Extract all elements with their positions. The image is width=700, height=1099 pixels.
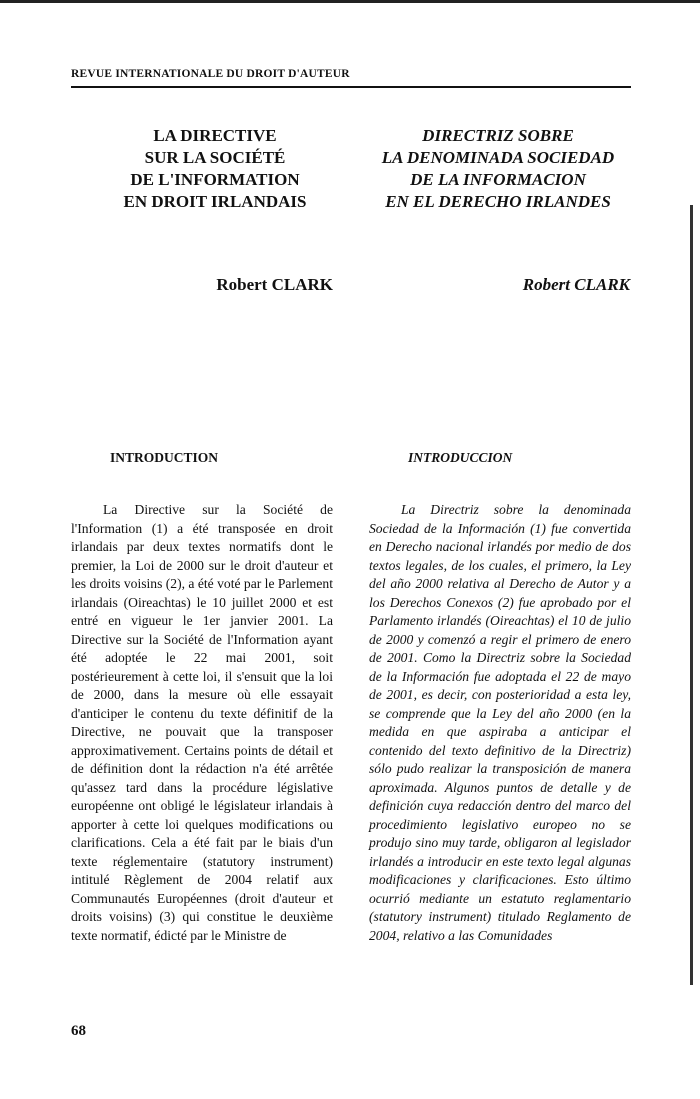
running-head: REVUE INTERNATIONALE DU DROIT D'AUTEUR — [71, 68, 350, 80]
french-title-line: EN DROIT IRLANDAIS — [123, 192, 307, 211]
spanish-title — [363, 125, 633, 213]
spanish-column — [369, 501, 631, 945]
spanish-body-paragraph: La Directriz sobre la denominada Sociedad de la Información (1) fue convertida en Derecho nacional irlandés por medio de dos textos legales, de los cuales, el primero, la Ley del año 2000 relativa al Derecho de Autor y a los Derechos Conexos (2) fue aprobado por el Parlamento irlandés (Oireachtas) el 10 de julio de 2000 y comenzó a regir el primero de enero de 2001. Como la Directriz sobre la Sociedad de la Información fue adoptada el 22 de mayo de 2001, es decir, con posterioridad a esta ley, se comprende que la Ley del año 2000 (en la medida en que aspiraba a anticipar el contenido del texto definitivo de la Directriz) sólo pudo realizar la transposición de manera aproximada. Algunos puntos de detalle y de definición cuya redacción dentro del marco del procedimiento legislativo europeo no se produjo sino muy tarde, obligaron al legislador irlandés a introducir en este texto legal algunas modificaciones y clarificaciones. Esto último ocurrió mediante un estatuto reglamentario (statutory instrument) titulado Reglamento de 2004, relativo a las Comunidades — [369, 502, 631, 943]
spanish-title-line: DIRECTRIZ SOBRE — [422, 126, 574, 145]
french-column — [71, 501, 333, 945]
spanish-section-heading: INTRODUCCION — [408, 450, 513, 465]
french-section-heading: INTRODUCTION — [110, 450, 219, 465]
french-title-line: DE L'INFORMATION — [130, 170, 300, 189]
scan-edge-right — [690, 205, 693, 985]
french-title-line: LA DIRECTIVE — [153, 126, 277, 145]
french-title-line: SUR LA SOCIÉTÉ — [144, 148, 286, 167]
spanish-title-line: EN EL DERECHO IRLANDES — [385, 192, 611, 211]
french-author: Robert CLARK — [216, 275, 333, 294]
spanish-author: Robert CLARK — [522, 275, 630, 294]
scan-edge-top — [0, 0, 700, 3]
french-body-paragraph: La Directive sur la Société de l'Information (1) a été transposée en droit irlandais par deux textes normatifs dont le premier, la Loi de 2000 sur le droit d'auteur et les droits voisins (2), a été voté par le Parlement irlandais (Oireachtas) le 10 juillet 2000 et est entré en vigueur le 1er janvier 2001. La Directive sur la Société de l'Information ayant été adoptée le 22 mai 2001, soit postérieurement à cette loi, il s'ensuit que la loi de 2000, dans la mesure où elle essayait d'anticiper le contenu du texte définitif de la Directive, ne pouvait que la transposer approximativement. Certains points de détail et de définition dont la rédaction n'a été arrêtée qu'assez tard dans la procédure législative européenne ont obligé le législateur irlandais à apporter à cette loi quelques modifications ou clarifications. Cela a été fait par le biais d'un texte réglementaire (statutory instrument) intitulé Règlement de 2004 relatif aux Communautés Européennes (droit d'auteur et droits voisins) (3) qui constitue le deuxième texte normatif, édicté par le Ministre de — [71, 502, 333, 943]
french-title — [95, 125, 335, 213]
page-number: 68 — [71, 1023, 86, 1039]
spanish-title-line: LA DENOMINADA SOCIEDAD — [381, 148, 615, 167]
header-rule — [71, 86, 631, 88]
spanish-title-line: DE LA INFORMACION — [410, 170, 586, 189]
